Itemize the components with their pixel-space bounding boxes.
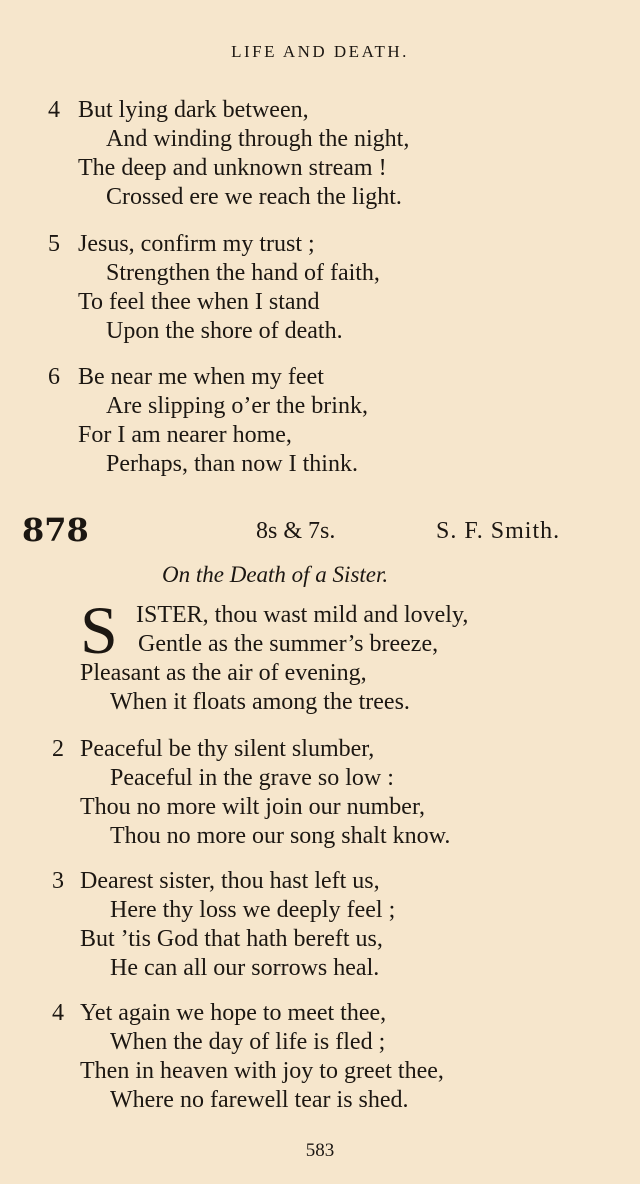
verse-line: Upon the shore of death. xyxy=(106,318,343,344)
verse-line: When it floats among the trees. xyxy=(110,689,410,715)
verse-line: Jesus, confirm my trust ; xyxy=(78,231,315,257)
stanza-number: 5 xyxy=(48,231,60,257)
stanza-number: 4 xyxy=(52,1000,64,1026)
verse-line: ISTER, thou wast mild and lovely, xyxy=(136,602,469,628)
verse-line: When the day of life is fled ; xyxy=(110,1029,386,1055)
verse-line: Where no farewell tear is shed. xyxy=(110,1087,409,1113)
hymn-meter: 8s & 7s. xyxy=(256,518,336,544)
stanza-number: 6 xyxy=(48,364,60,390)
verse-line: Yet again we hope to meet thee, xyxy=(80,1000,387,1026)
verse-line: The deep and unknown stream ! xyxy=(78,155,387,181)
verse-line: Crossed ere we reach the light. xyxy=(106,184,402,210)
verse-line: Dearest sister, thou hast left us, xyxy=(80,868,380,894)
verse-line: Perhaps, than now I think. xyxy=(106,451,358,477)
verse-line: Thou no more our song shalt know. xyxy=(110,823,451,849)
drop-cap: S xyxy=(80,592,118,668)
verse-line: But lying dark between, xyxy=(78,97,309,123)
page-number: 583 xyxy=(305,1140,335,1161)
running-head: LIFE AND DEATH. xyxy=(231,42,409,61)
verse-line: To feel thee when I stand xyxy=(78,289,320,315)
verse-line: Then in heaven with joy to greet thee, xyxy=(80,1058,444,1084)
verse-line: He can all our sorrows heal. xyxy=(110,955,380,981)
stanza-number: 2 xyxy=(52,736,64,762)
hymn-author: S. F. Smith. xyxy=(436,518,561,544)
verse-line: Peaceful in the grave so low : xyxy=(110,765,394,791)
stanza-number: 3 xyxy=(52,868,64,894)
verse-line: Pleasant as the air of evening, xyxy=(80,660,367,686)
verse-line: Gentle as the summer’s breeze, xyxy=(138,631,439,657)
verse-line: But ’tis God that hath bereft us, xyxy=(80,926,383,952)
verse-line: Strengthen the hand of faith, xyxy=(106,260,380,286)
verse-line: Here thy loss we deeply feel ; xyxy=(110,897,396,923)
verse-line: Are slipping o’er the brink, xyxy=(106,393,368,419)
hymn-number: 878 xyxy=(22,511,89,549)
verse-line: Be near me when my feet xyxy=(78,364,324,390)
verse-line: And winding through the night, xyxy=(106,126,410,152)
stanza-number: 4 xyxy=(48,97,60,123)
hymn-subtitle: On the Death of a Sister. xyxy=(162,562,389,587)
verse-line: Thou no more wilt join our number, xyxy=(80,794,425,820)
verse-line: For I am nearer home, xyxy=(78,422,292,448)
verse-line: Peaceful be thy silent slumber, xyxy=(80,736,375,762)
